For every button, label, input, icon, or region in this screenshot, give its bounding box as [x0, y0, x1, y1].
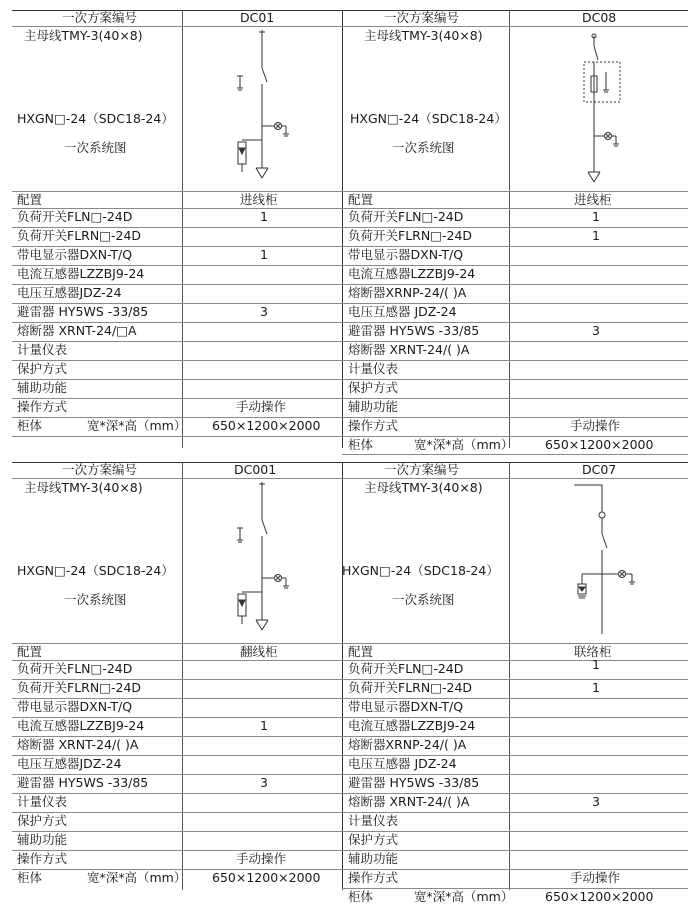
model-label: HXGN□-24（SDC18-24）: [17, 111, 174, 126]
spec-row-value: 手动操作: [570, 870, 621, 885]
spec-row-value: 1: [592, 228, 600, 243]
spec-row-label: 负荷开关FLRN□-24D: [348, 228, 473, 243]
spec-row-value: 3: [592, 794, 600, 809]
dims-label: 宽*深*高（mm）: [414, 889, 514, 904]
spec-row-label: 熔断器 XRNT-24/( )A: [348, 342, 470, 357]
scheme-number-label: 一次方案编号: [384, 10, 460, 25]
spec-row-label: 负荷开关FLN□-24D: [17, 209, 133, 224]
spec-row-label: 避雷器 HY5WS -33/85: [17, 775, 149, 790]
dims-value: 650×1200×2000: [545, 889, 654, 904]
config-label: 配置: [348, 644, 374, 659]
spec-row-label: 电流互感器LZZBJ9-24: [17, 266, 145, 281]
scheme-panel-dc01: [12, 10, 342, 448]
spec-row-label: 电压互感器 JDZ-24: [348, 756, 457, 771]
cabinet-type: 联络柜: [574, 644, 612, 659]
spec-row-label: 负荷开关FLRN□-24D: [17, 228, 142, 243]
spec-row-label: 避雷器 HY5WS -33/85: [17, 304, 149, 319]
dims-label: 宽*深*高（mm）: [87, 418, 187, 433]
single-line-diagram: [230, 30, 300, 190]
model-label: HXGN□-24（SDC18-24）: [17, 563, 174, 578]
spec-row-label: 带电显示器DXN-T/Q: [348, 247, 464, 262]
spec-row-label: 负荷开关FLN□-24D: [17, 661, 133, 676]
spec-row-label: 电流互感器LZZBJ9-24: [17, 718, 145, 733]
spec-row-label: 避雷器 HY5WS -33/85: [348, 775, 480, 790]
spec-row-value: 手动操作: [570, 418, 621, 433]
spec-row-label: 电流互感器LZZBJ9-24: [348, 266, 476, 281]
spec-row-value: 1: [592, 209, 600, 224]
dims-value: 650×1200×2000: [212, 870, 321, 885]
spec-row-label: 熔断器 XRNT-24/□A: [17, 323, 137, 338]
spec-row-value: 1: [260, 209, 268, 224]
spec-row-label: 保护方式: [348, 832, 399, 847]
dims-value: 650×1200×2000: [545, 437, 654, 452]
spec-row-label: 辅助功能: [17, 832, 68, 847]
single-line-diagram: [574, 32, 644, 192]
spec-row-value: 1: [260, 718, 268, 733]
scheme-code: DC01: [240, 10, 275, 25]
spec-row-label: 保护方式: [17, 813, 68, 828]
dims-label: 宽*深*高（mm）: [414, 437, 514, 452]
spec-row-label: 负荷开关FLN□-24D: [348, 209, 464, 224]
spec-row-label: 辅助功能: [348, 399, 399, 414]
spec-row-label: 电压互感器JDZ-24: [17, 285, 122, 300]
scheme-number-label: 一次方案编号: [384, 462, 460, 477]
spec-row-label: 带电显示器DXN-T/Q: [17, 247, 133, 262]
config-label: 配置: [348, 192, 374, 207]
spec-row-label: 熔断器 XRNT-24/( )A: [17, 737, 139, 752]
spec-row-value: 手动操作: [236, 399, 287, 414]
scheme-number-label: 一次方案编号: [62, 462, 138, 477]
spec-row-value: 手动操作: [236, 851, 287, 866]
spec-row-label: 辅助功能: [348, 851, 399, 866]
spec-row-label: 负荷开关FLRN□-24D: [17, 680, 142, 695]
spec-row-label: 负荷开关FLRN□-24D: [348, 680, 473, 695]
cabinet-type: 进线柜: [574, 192, 612, 207]
spec-row-value: 3: [260, 775, 268, 790]
spec-row-label: 操作方式: [348, 870, 399, 885]
spec-row-label: 熔断器XRNP-24/( )A: [348, 285, 467, 300]
busbar-label: 主母线TMY-3(40×8): [24, 28, 143, 43]
scheme-code: DC08: [582, 10, 617, 25]
model-label: HXGN□-24（SDC18-24）: [350, 111, 507, 126]
scheme-number-label: 一次方案编号: [62, 10, 138, 25]
spec-row-value: 1: [592, 657, 600, 672]
dims-label: 宽*深*高（mm）: [87, 870, 187, 885]
scheme-panel-dc001: [12, 462, 342, 900]
spec-row-value: 1: [260, 247, 268, 262]
diagram-label: 一次系统图: [392, 592, 455, 607]
dims-value: 650×1200×2000: [212, 418, 321, 433]
spec-row-label: 计量仪表: [17, 342, 68, 357]
scheme-panel-dc08: [342, 10, 688, 452]
spec-row-label: 电压互感器JDZ-24: [17, 756, 122, 771]
single-line-diagram: [230, 482, 300, 642]
config-label: 配置: [17, 644, 43, 659]
spec-row-label: 避雷器 HY5WS -33/85: [348, 323, 480, 338]
spec-row-label: 计量仪表: [348, 813, 399, 828]
cabinet-type: 进线柜: [240, 192, 278, 207]
spec-row-label: 带电显示器DXN-T/Q: [17, 699, 133, 714]
spec-row-label: 熔断器 XRNT-24/( )A: [348, 794, 470, 809]
cabinet-label: 柜体: [17, 418, 43, 433]
diagram-label: 一次系统图: [64, 140, 127, 155]
spec-row-label: 保护方式: [17, 361, 68, 376]
cabinet-label: 柜体: [348, 437, 374, 452]
spec-row-value: 3: [592, 323, 600, 338]
scheme-panel-dc07: [342, 462, 688, 908]
cabinet-label: 柜体: [348, 889, 374, 904]
spec-row-label: 操作方式: [348, 418, 399, 433]
busbar-label: 主母线TMY-3(40×8): [364, 28, 483, 43]
spec-row-label: 计量仪表: [348, 361, 399, 376]
config-label: 配置: [17, 192, 43, 207]
cabinet-type: 翻线柜: [240, 644, 278, 659]
spec-row-label: 保护方式: [348, 380, 399, 395]
model-label: HXGN□-24（SDC18-24）: [342, 563, 499, 578]
spec-row-label: 操作方式: [17, 399, 68, 414]
cabinet-label: 柜体: [17, 870, 43, 885]
spec-row-label: 带电显示器DXN-T/Q: [348, 699, 464, 714]
diagram-label: 一次系统图: [64, 592, 127, 607]
diagram-label: 一次系统图: [392, 140, 455, 155]
busbar-label: 主母线TMY-3(40×8): [364, 480, 483, 495]
spec-row-label: 计量仪表: [17, 794, 68, 809]
busbar-label: 主母线TMY-3(40×8): [24, 480, 143, 495]
spec-row-label: 电流互感器LZZBJ9-24: [348, 718, 476, 733]
spec-row-label: 熔断器XRNP-24/( )A: [348, 737, 467, 752]
single-line-diagram: [574, 484, 654, 644]
spec-row-label: 辅助功能: [17, 380, 68, 395]
spec-row-label: 负荷开关FLN□-24D: [348, 661, 464, 676]
spec-row-label: 电压互感器 JDZ-24: [348, 304, 457, 319]
scheme-code: DC07: [582, 462, 617, 477]
spec-row-value: 3: [260, 304, 268, 319]
scheme-code: DC001: [234, 462, 277, 477]
spec-row-value: 1: [592, 680, 600, 695]
spec-row-label: 操作方式: [17, 851, 68, 866]
